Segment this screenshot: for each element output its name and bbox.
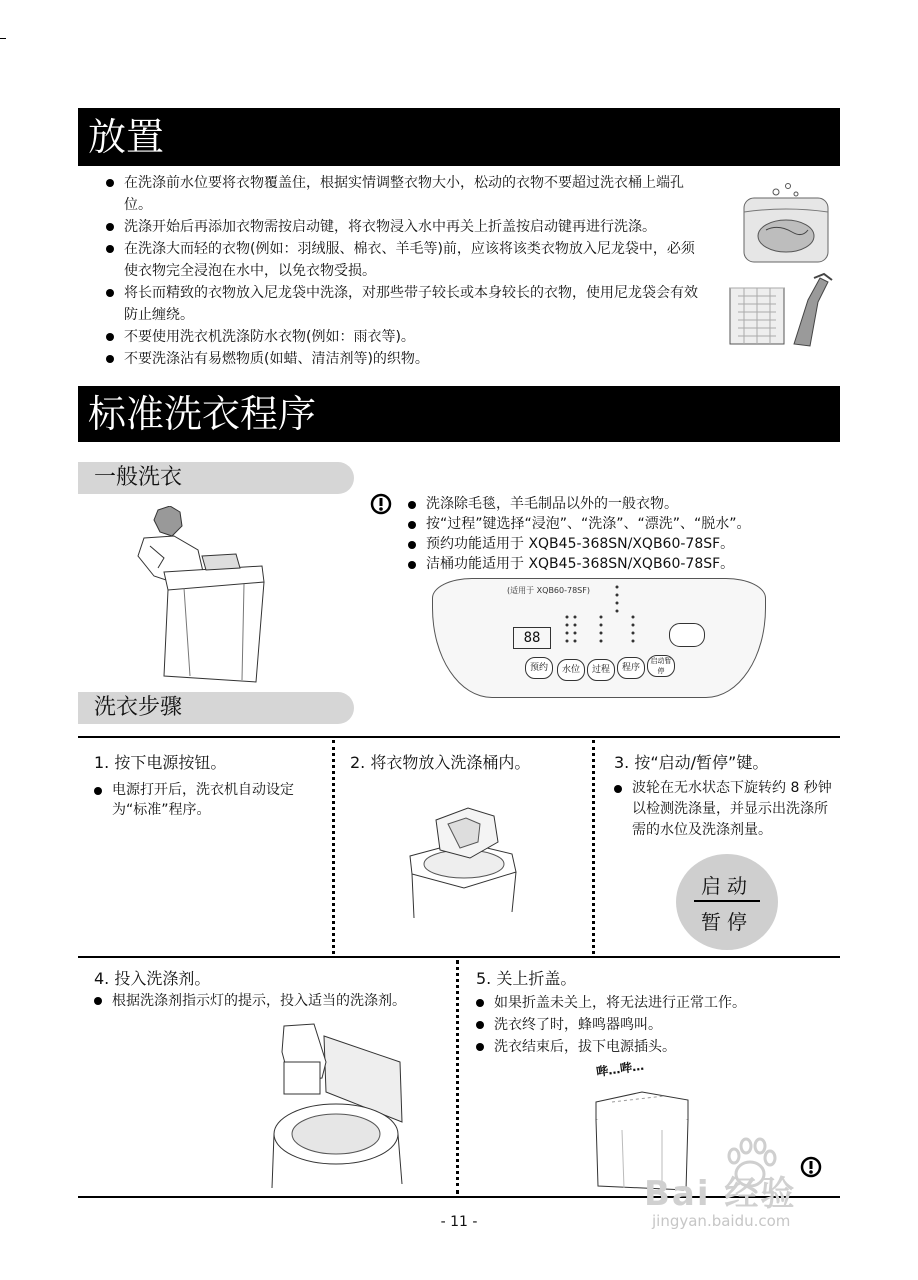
subheading-label: 一般洗衣 <box>94 465 183 490</box>
steps-divider <box>456 960 459 1194</box>
loading-clothes-illustration <box>408 802 520 922</box>
list-item: 将长而精致的衣物放入尼龙袋中洗涤，对那些带子较长或本身较长的衣物，使用尼龙袋会有效防止缠绕。 <box>104 282 708 326</box>
panel-caption: (适用于 XQB60-78SF) <box>507 586 590 595</box>
placement-bullet-list <box>104 172 708 370</box>
subheading-wash-steps <box>78 692 354 724</box>
panel-display <box>513 627 551 649</box>
step-3-notes <box>612 778 834 841</box>
section-title-placement <box>78 108 840 166</box>
panel-button-start-pause[interactable]: 启动暂停 <box>647 655 675 677</box>
list-item: 根据洗涤剂指示灯的提示，投入适当的洗涤剂。 <box>92 990 448 1012</box>
watermark-logo-text: Bai 经验 <box>644 1174 797 1214</box>
list-item: 不要使用洗衣机洗涤防水衣物(例如：雨衣等)。 <box>104 326 708 348</box>
start-pause-divider <box>694 900 760 902</box>
pause-label: 暂停 <box>701 910 753 934</box>
person-loading-washer-illustration <box>124 506 274 688</box>
panel-button-water-level[interactable]: 水位 <box>557 659 585 681</box>
watermark-url: jingyan.baidu.com <box>652 1212 791 1230</box>
list-item: 在洗涤大而轻的衣物(例如：羽绒服、棉衣、羊毛等)前，应该将该类衣物放入尼龙袋中，必须使衣物完全浸泡在水中，以免衣物受损。 <box>104 238 708 282</box>
panel-detergent-lights <box>611 583 641 613</box>
panel-clean-tub-button[interactable] <box>669 623 705 647</box>
nylon-bag-illustration <box>724 272 838 352</box>
list-item: 波轮在无水状态下旋转约 8 秒钟以检测洗涤量，并显示出洗涤所需的水位及洗涤剂量。 <box>612 778 834 841</box>
beep-text: 哔…哔… <box>595 1058 645 1080</box>
list-item: 洗衣结束后，拔下电源插头。 <box>474 1036 814 1058</box>
step-4-notes <box>92 990 448 1012</box>
list-item: 按“过程”键选择“浸泡”、“洗涤”、“漂洗”、“脱水”。 <box>406 514 786 534</box>
adding-detergent-illustration <box>264 1022 414 1188</box>
step-2-title: 2. 将衣物放入洗涤桶内。 <box>350 753 531 772</box>
steps-middle-rule <box>78 956 840 958</box>
list-item: 不要洗涤沾有易燃物质(如蜡、清洁剂等)的织物。 <box>104 348 708 370</box>
steps-divider <box>332 740 335 954</box>
caution-icon <box>370 493 392 515</box>
caution-icon <box>800 1156 822 1178</box>
corner-mark <box>0 38 6 39</box>
subheading-general-wash <box>78 462 354 494</box>
list-item: 如果折盖未关上，将无法进行正常工作。 <box>474 992 814 1014</box>
list-item: 洗涤除毛毯，羊毛制品以外的一般衣物。 <box>406 494 786 514</box>
step-3-title: 3. 按“启动/暂停”键。 <box>614 753 769 772</box>
step-5-title: 5. 关上折盖。 <box>476 969 577 988</box>
start-label: 启动 <box>701 874 753 898</box>
panel-button-program[interactable]: 程序 <box>617 657 645 679</box>
section-title-text: 标准洗衣程序 <box>88 392 317 436</box>
list-item: 在洗涤前水位要将衣物覆盖住，根据实情调整衣物大小，松动的衣物不要超过洗衣桶上端孔位。 <box>104 172 708 216</box>
soaked-clothes-illustration <box>738 180 834 264</box>
panel-button-reserve[interactable]: 预约 <box>525 657 553 679</box>
panel-button-process[interactable]: 过程 <box>587 659 615 681</box>
list-item: 预约功能适用于 XQB45-368SN/XQB60-78SF。 <box>406 534 786 554</box>
step-1-notes <box>92 780 320 820</box>
page-number: - 11 - <box>440 1214 478 1230</box>
section-title-standard-program <box>78 386 840 442</box>
list-item: 洗衣终了时，蜂鸣器鸣叫。 <box>474 1014 814 1036</box>
steps-divider <box>592 740 595 954</box>
general-wash-notes <box>406 494 786 574</box>
list-item: 电源打开后，洗衣机自动设定为“标准”程序。 <box>92 780 320 820</box>
start-pause-button[interactable] <box>676 854 778 950</box>
control-panel-illustration <box>432 578 766 698</box>
steps-top-rule <box>78 736 840 738</box>
panel-display-digits: 88 <box>523 630 541 646</box>
step-1-title: 1. 按下电源按钮。 <box>94 753 227 772</box>
subheading-label: 洗衣步骤 <box>94 695 183 720</box>
step-4-title: 4. 投入洗涤剂。 <box>94 969 211 988</box>
list-item: 洁桶功能适用于 XQB45-368SN/XQB60-78SF。 <box>406 554 786 574</box>
step-5-notes <box>474 992 814 1058</box>
panel-indicator-lights <box>561 613 681 657</box>
section-title-text: 放置 <box>88 115 165 159</box>
list-item: 洗涤开始后再添加衣物需按启动键，将衣物浸入水中再关上折盖按启动键再进行洗涤。 <box>104 216 708 238</box>
